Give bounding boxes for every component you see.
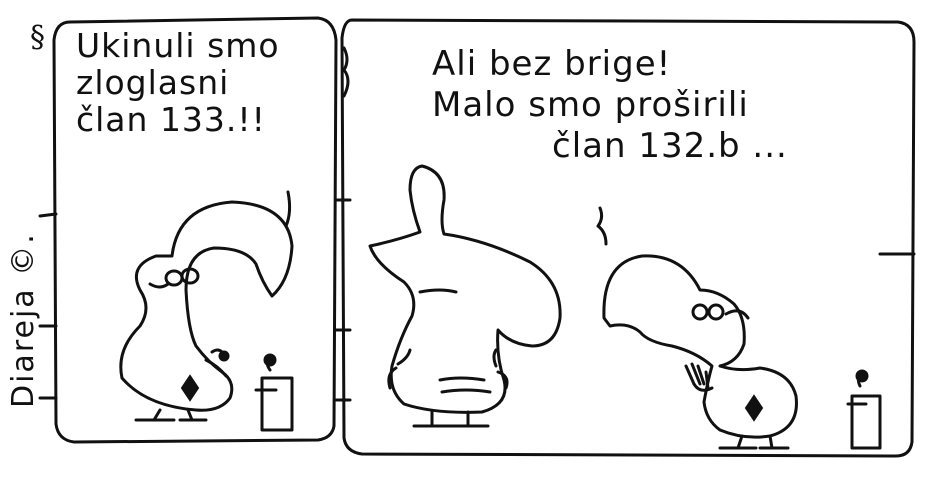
author-signature: Diareja ©.	[6, 232, 41, 408]
panel-1-caption-line: član 133.!!	[76, 99, 266, 139]
panel-2-left-character	[370, 166, 560, 412]
panel-1-caption-line: Ukinuli smo	[76, 26, 280, 65]
panel-2-caption-line: Ali bez brige!	[432, 44, 672, 84]
panel-2-right-character	[604, 256, 797, 437]
panel-2-caption-line: Malo smo proširili	[432, 84, 749, 125]
panel-1-caption-line: zloglasni	[76, 62, 230, 102]
panel-2-caption-line: član 132.b ...	[552, 125, 788, 166]
panel-1-caption	[76, 28, 280, 139]
panel-2-caption	[432, 44, 788, 166]
section-symbol: §	[30, 20, 45, 55]
